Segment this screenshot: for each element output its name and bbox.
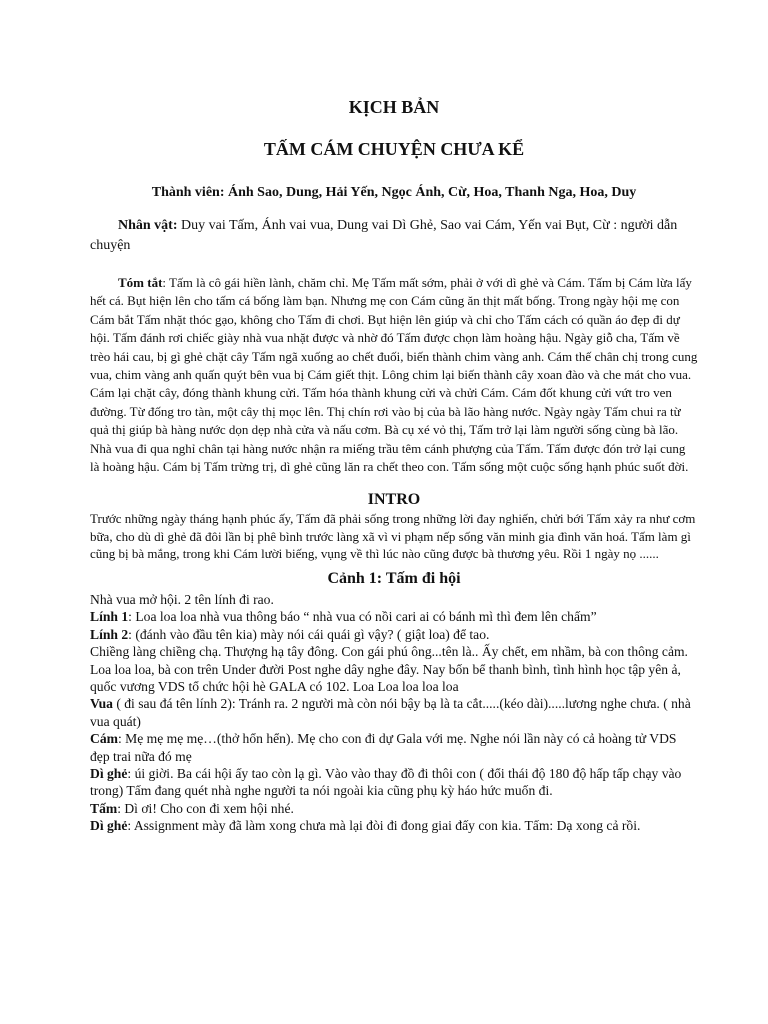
scene-line: [90, 817, 698, 834]
members-label: Thành viên:: [151, 185, 225, 200]
speaker-name: Dì ghẻ: [90, 818, 128, 834]
line-text: : Loa loa loa nhà vua thông báo “ nhà vua có nồi cari ai có bánh mì thì đem lên chấm”: [128, 609, 597, 625]
summary-paragraph: [90, 274, 698, 476]
line-text: Nhà vua mở hội. 2 tên lính đi rao.: [90, 591, 274, 607]
line-text: : Dì ơi! Cho con đi xem hội nhé.: [117, 800, 294, 816]
scene-line: [90, 730, 698, 765]
summary-label: Tóm tắt: [118, 275, 163, 290]
speaker-name: Dì ghẻ: [90, 766, 128, 782]
characters-label: Nhân vật:: [118, 218, 178, 233]
line-text: : Mẹ mẹ mẹ mẹ…(thở hổn hển). Mẹ cho con đi dự Gala với mẹ. Nghe nói lần này có cả hoàng tử VDS đẹp trai nữa đó mẹ: [90, 731, 677, 764]
story-title: TẤM CÁM CHUYỆN CHƯA KỂ: [263, 139, 525, 159]
scene-line: [90, 695, 698, 730]
line-text: : Assignment mày đã làm xong chưa mà lại đòi đi đong giai đấy con kia. Tấm: Dạ xong cả rồi.: [127, 818, 641, 834]
scene-1-heading: Cảnh 1: Tấm đi hội: [327, 569, 461, 587]
line-text: Chiềng làng chiềng chạ. Thượng hạ tây đông. Con gái phú ông...tên là.. Ấy chết, em nhầm, bà con thông cảm. Loa loa loa, bà con trên Under đười Post nghe dây nghe đây. Nay bốn bể thanh bình, tình hình học tập yên ả, quốc vương VDS tổ chức hội hè GALA có 102. Loa Loa loa loa loa: [90, 644, 688, 694]
intro-paragraph: Trước những ngày tháng hạnh phúc ấy, Tấm đã phải sống trong những lời đay nghiến, chửi bới Tấm xảy ra như cơm bữa, cho dù dì ghẻ đã đôi lần bị phê bình trước làng xã vì vi phạm nếp sống văn minh gia đình văn hoá. Tấm làm gì cũng bị bà mắng, trong khi Cám lười biếng, vụng về thì lúc nào cũng được bà thương yêu. Rồi 1 ngày nọ ......: [90, 511, 696, 562]
characters-paragraph: [90, 216, 698, 256]
line-text: : úi giời. Ba cái hội ấy tao còn lạ gì. Vào vào thay đồ đi thôi con ( đổi thái độ 180 độ hấp tấp chạy vào trong) Tấm đang quét nhà nghe người ta nói ngoài kia cũng phụ kỳ háo hức muốn đi.: [90, 766, 682, 799]
speaker-name: Cám: [90, 731, 118, 747]
members-line: [90, 184, 698, 202]
scene-line: [90, 608, 698, 625]
characters-text: Duy vai Tấm, Ánh vai vua, Dung vai Dì Ghẻ, Sao vai Cám, Yến vai Bụt, Cừ : người dẫn chuyện: [90, 218, 678, 253]
scene-line: [90, 765, 698, 800]
speaker-name: Lính 1: [90, 609, 129, 625]
scene-line: [90, 800, 698, 817]
script-title: KỊCH BẢN: [348, 97, 440, 117]
line-text: : (đánh vào đầu tên kia) mày nói cái quái gì vậy? ( giật loa) để tao.: [128, 626, 490, 642]
intro-heading: INTRO: [367, 491, 421, 509]
speaker-name: Tấm: [90, 800, 118, 816]
speaker-name: Lính 2: [90, 626, 129, 642]
scene-line: [90, 591, 698, 608]
line-text: ( đi sau đá tên lính 2): Tránh ra. 2 người mà còn nói bậy bạ là ta cắt.....(kéo dài).....lương nghe chưa. ( nhà vua quát): [90, 696, 691, 729]
speaker-name: Vua: [90, 696, 113, 712]
members-text: Ánh Sao, Dung, Hải Yến, Ngọc Ánh, Cừ, Hoa, Thanh Nga, Hoa, Duy: [224, 185, 637, 200]
scene-line: [90, 626, 698, 643]
scene-line: [90, 643, 698, 695]
summary-text: : Tấm là cô gái hiền lành, chăm chỉ. Mẹ Tấm mất sớm, phải ở với dì ghẻ và Cám. Tấm bị Cám lừa lấy hết cá. Bụt hiện lên cho tấm cá bống làm bạn. Nhưng mẹ con Cám cũng ăn thịt mất bống. Trong ngày hội mẹ con Cám bắt Tấm nhặt thóc gạo, không cho Tấm đi chơi. Bụt hiện lên giúp và chỉ cho Tấm cách có quần áo đẹp đi dự hội. Tấm đánh rơi chiếc giày nhà vua nhặt được và nhờ đó Tấm được chọn làm hoàng hậu. Ngày giỗ cha, Tấm về trèo hái cau, bị gì ghẻ chặt cây Tấm ngã xuống ao chết đuối, biến thành chim vàng anh. Cám thế chân chị trong cung vua, chim vàng anh quấn quýt bên vua bị Cám giết thịt. Lông chim lại biến thành cây xoan đào và che mát cho vua. Cám lại chặt cây, đóng thành khung cửi. Tấm hóa thành khung cửi và chửi Cám. Cám đốt khung cửi vứt tro ven đường. Từ đống tro tàn, một cây thị mọc lên. Thị chín rơi vào bị của bà lão hàng nước. Ngày ngày Tấm chui ra từ quả thị giúp bà hàng nước dọn dẹp nhà cửa và nấu cơm. Bà cụ xé vỏ thị, Tấm trở lại làm người sống cùng bà lão. Nhà vua đi qua nghỉ chân tại hàng nước nhận ra miếng trầu têm cánh phượng của Tấm. Tấm được đón trở lại cung là hoàng hậu. Cám bị Tấm trừng trị, dì ghẻ cũng lăn ra chết theo con. Tấm sống một cuộc sống hạnh phúc suốt đời.: [90, 275, 698, 475]
